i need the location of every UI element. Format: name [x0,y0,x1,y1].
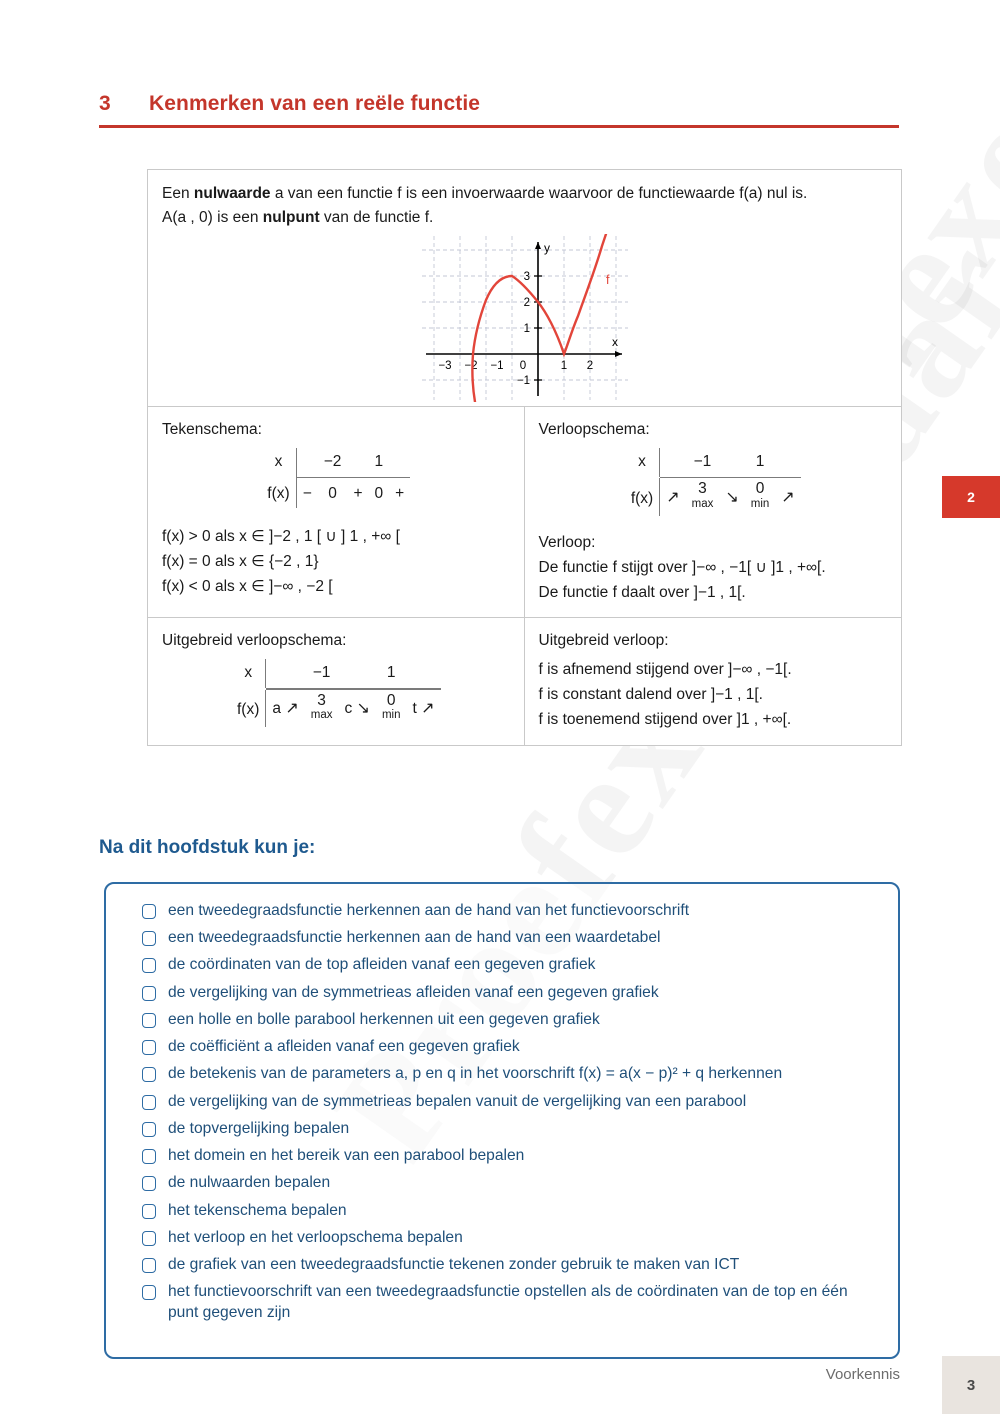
checkbox-icon[interactable] [142,1285,156,1300]
uitgebreid-verloop-label: Uitgebreid verloop: [538,632,669,650]
tekenschema-sign: 0 [374,485,384,503]
verloopschema-label: Verloopschema: [538,421,650,439]
svg-text:−1: −1 [516,375,530,388]
svg-text:−3: −3 [437,360,452,373]
uitgebreid-breakpoint: 1 [386,664,396,682]
curve-label: f [605,273,609,288]
checklist-item-label: het domein en het bereik van een parabool bepalen [168,1147,525,1165]
checklist-item[interactable] [124,955,880,976]
checklist-item[interactable] [124,1255,880,1276]
tekenschema-sign: 0 [328,485,337,503]
uitgebreid-sub: max [310,708,333,721]
checkbox-icon[interactable] [142,1204,156,1219]
uitgebreid-prefix: t [412,700,417,718]
tekenschema-table [261,448,410,507]
checklist-item-label: het functievoorschrift van een tweedegraadsfunctie opstellen als de coördinaten van de top en één punt gegeven zijn [168,1283,848,1322]
verloop-arrow: ↗ [781,489,795,507]
verloop-statement: De functie f stijgt over ]−∞ , −1[ ∪ ]1 , +∞[. [538,558,826,576]
verloopschema-breakpoint: −1 [693,453,712,471]
definition-pre: Een [162,185,194,202]
checkbox-icon[interactable] [142,1013,156,1028]
tekenschema-sign: + [395,485,405,503]
tekenschema-breakpoint: −2 [323,453,342,471]
checklist-item-label: de nulwaarden bepalen [168,1174,331,1192]
checkbox-icon[interactable] [142,1258,156,1273]
tekenschema-cell [148,407,525,617]
checkbox-icon[interactable] [142,1149,156,1164]
checklist-item-label: de grafiek van een tweedegraadsfunctie tekenen zonder gebruik te maken van ICT [168,1256,740,1274]
uitgebreid-value: 0 [386,691,396,709]
checklist-item-label: het tekenschema bepalen [168,1201,347,1219]
definition-post: a van een functie f is een invoerwaarde waarvoor de functiewaarde f(a) nul is. [270,185,808,202]
checkbox-icon[interactable] [142,986,156,1001]
svg-text:−2: −2 [463,360,478,373]
term-nulwaarde: nulwaarde [193,185,271,202]
checkbox-icon[interactable] [142,958,156,973]
x-axis-arrow [615,351,622,357]
uitgebreid-fx: f(x) [231,690,266,727]
svg-text:0: 0 [519,360,526,373]
uitgebreid-var: x [231,659,266,688]
checkbox-icon[interactable] [142,904,156,919]
chapter-number: 3 [99,92,111,115]
chapter-side-tab: 2 [942,476,1000,518]
uitgebreid-statement: f is toenemend stijgend over ]1 , +∞[. [538,711,792,729]
uitgebreid-statement: f is afnemend stijgend over ]−∞ , −1[. [538,661,792,679]
teken-statement: f(x) = 0 als x ∈ {−2 , 1} [162,552,319,570]
verloop-sub: min [750,497,770,510]
uitgebreid-row [148,617,901,744]
uitgebreid-arrow: ↗ [421,700,435,718]
uitgebreid-value: 3 [317,691,326,709]
verloop-extremum [686,478,720,515]
verloopschema-breakpoint: 1 [755,453,765,471]
checklist-item-label: de coördinaten van de top afleiden vanaf een gegeven grafiek [168,956,596,974]
definition-text [148,170,901,234]
uitgebreid-breakpoint: −1 [312,664,331,682]
checkbox-icon[interactable] [142,1067,156,1082]
checklist-item[interactable] [124,1092,880,1113]
checkbox-icon[interactable] [142,1122,156,1137]
tekenschema-var: x [261,448,296,477]
uitgebreid-verloopschema-label: Uitgebreid verloopschema: [162,632,347,650]
checklist-item[interactable] [124,1201,880,1222]
checklist-box [104,882,900,1359]
function-graph [148,234,901,406]
checklist-item[interactable] [124,1037,880,1058]
verloopschema-var: x [625,448,660,477]
verloop-arrow: ↘ [725,489,739,507]
uitgebreid-extremum [376,690,407,727]
checklist-item-label: het verloop en het verloopschema bepalen [168,1228,463,1246]
checkbox-icon[interactable] [142,1095,156,1110]
checklist-item[interactable] [124,1064,880,1085]
verloop-label: Verloop: [538,533,596,551]
graph-svg [420,234,630,402]
page-title: Kenmerken van een reële functie [149,92,481,115]
svg-text:y: y [543,241,550,256]
uitgebreid-arrow: ↘ [356,700,370,718]
verloop-statement: De functie f daalt over ]−1 , 1[. [538,584,746,602]
checklist-item[interactable] [124,1228,880,1249]
checklist-item[interactable] [124,983,880,1004]
verloop-extremum [745,478,776,515]
verloop-sub: max [691,497,714,510]
uitgebreid-verloopschema-table [231,659,441,727]
tekenschema-breakpoint: 1 [374,453,384,471]
theory-box [147,169,902,746]
function-curve [472,234,606,402]
checklist-item-label: een holle en bolle parabool herkennen uit een gegeven grafiek [168,1010,600,1028]
uitgebreid-verloopschema-cell [148,618,525,744]
uitgebreid-statement: f is constant dalend over ]−1 , 1[. [538,686,763,704]
watermark-text [980,0,1000,129]
tick-labels [438,271,593,387]
uitgebreid-prefix: c [344,700,353,718]
checklist-item-label: de vergelijking van de symmetrieas bepalen vanuit de vergelijking van een parabool [168,1092,747,1110]
header-divider [99,125,899,128]
footer-page-number: 3 [942,1356,1000,1414]
checklist-item[interactable] [124,928,880,949]
term-nulpunt: nulpunt [262,209,320,227]
svg-text:x: x [611,335,618,350]
axes [426,242,622,396]
checklist-title: Na dit hoofdstuk kun je: [99,837,316,858]
checkbox-icon[interactable] [142,1176,156,1191]
svg-text:1: 1 [560,360,567,373]
uitgebreid-arrow: ↗ [285,700,299,718]
definition2-post: van de functie f. [319,209,434,227]
checklist-item[interactable] [124,1119,880,1140]
tekenschema-sign: − [302,485,312,503]
teken-statement: f(x) > 0 als x ∈ ]−2 , 1 [ ∪ ] 1 , +∞ [ [162,527,400,545]
verloopschema-fx: f(x) [625,478,660,515]
uitgebreid-sub: min [381,708,401,721]
checklist-item-label: de vergelijking van de symmetrieas afleiden vanaf een gegeven grafiek [168,983,659,1001]
checkbox-icon[interactable] [142,1231,156,1246]
checklist-item[interactable] [124,1173,880,1194]
checklist-item[interactable] [124,901,880,922]
checklist-item-label: een tweedegraadsfunctie herkennen aan de hand van een waardetabel [168,929,661,947]
checklist-item-label: de topvergelijking bepalen [168,1119,350,1137]
verloopschema-table [625,448,801,516]
schema-row [148,406,901,617]
checklist-item-label: een tweedegraadsfunctie herkennen aan de hand van het functievoorschrift [168,902,690,919]
svg-text:3: 3 [523,271,530,284]
checkbox-icon[interactable] [142,1040,156,1055]
svg-text:1: 1 [523,323,530,336]
verloopschema-cell [525,407,902,617]
definition2-pre: A(a , 0) is een [162,209,263,227]
checklist-item-label: de betekenis van de parameters a, p en q in het voorschrift f(x) = a(x − p)² + q herkennen [168,1065,783,1083]
footer-section-label: Voorkennis [825,1366,900,1383]
teken-statement: f(x) < 0 als x ∈ ]−∞ , −2 [ [162,577,333,595]
uitgebreid-verloop-cell [525,618,902,744]
checklist-item[interactable] [124,1010,880,1031]
tekenschema-fx: f(x) [261,478,296,507]
checklist-item-label: de coëfficiënt a afleiden vanaf een gegeven grafiek [168,1038,520,1056]
svg-text:2: 2 [586,360,593,373]
verloop-arrow: ↗ [666,489,680,507]
y-axis-arrow [535,242,541,249]
svg-text:−1: −1 [489,360,504,373]
uitgebreid-extremum [305,690,339,727]
tekenschema-sign: + [353,485,363,503]
verloop-value: 0 [755,480,765,498]
svg-text:2: 2 [523,297,530,310]
verloop-value: 3 [698,480,707,498]
checkbox-icon[interactable] [142,931,156,946]
checklist-item[interactable] [124,1146,880,1167]
uitgebreid-prefix: a [272,700,282,718]
checklist-item[interactable] [124,1282,880,1323]
page-header [99,92,899,128]
tekenschema-label: Tekenschema: [162,421,262,439]
